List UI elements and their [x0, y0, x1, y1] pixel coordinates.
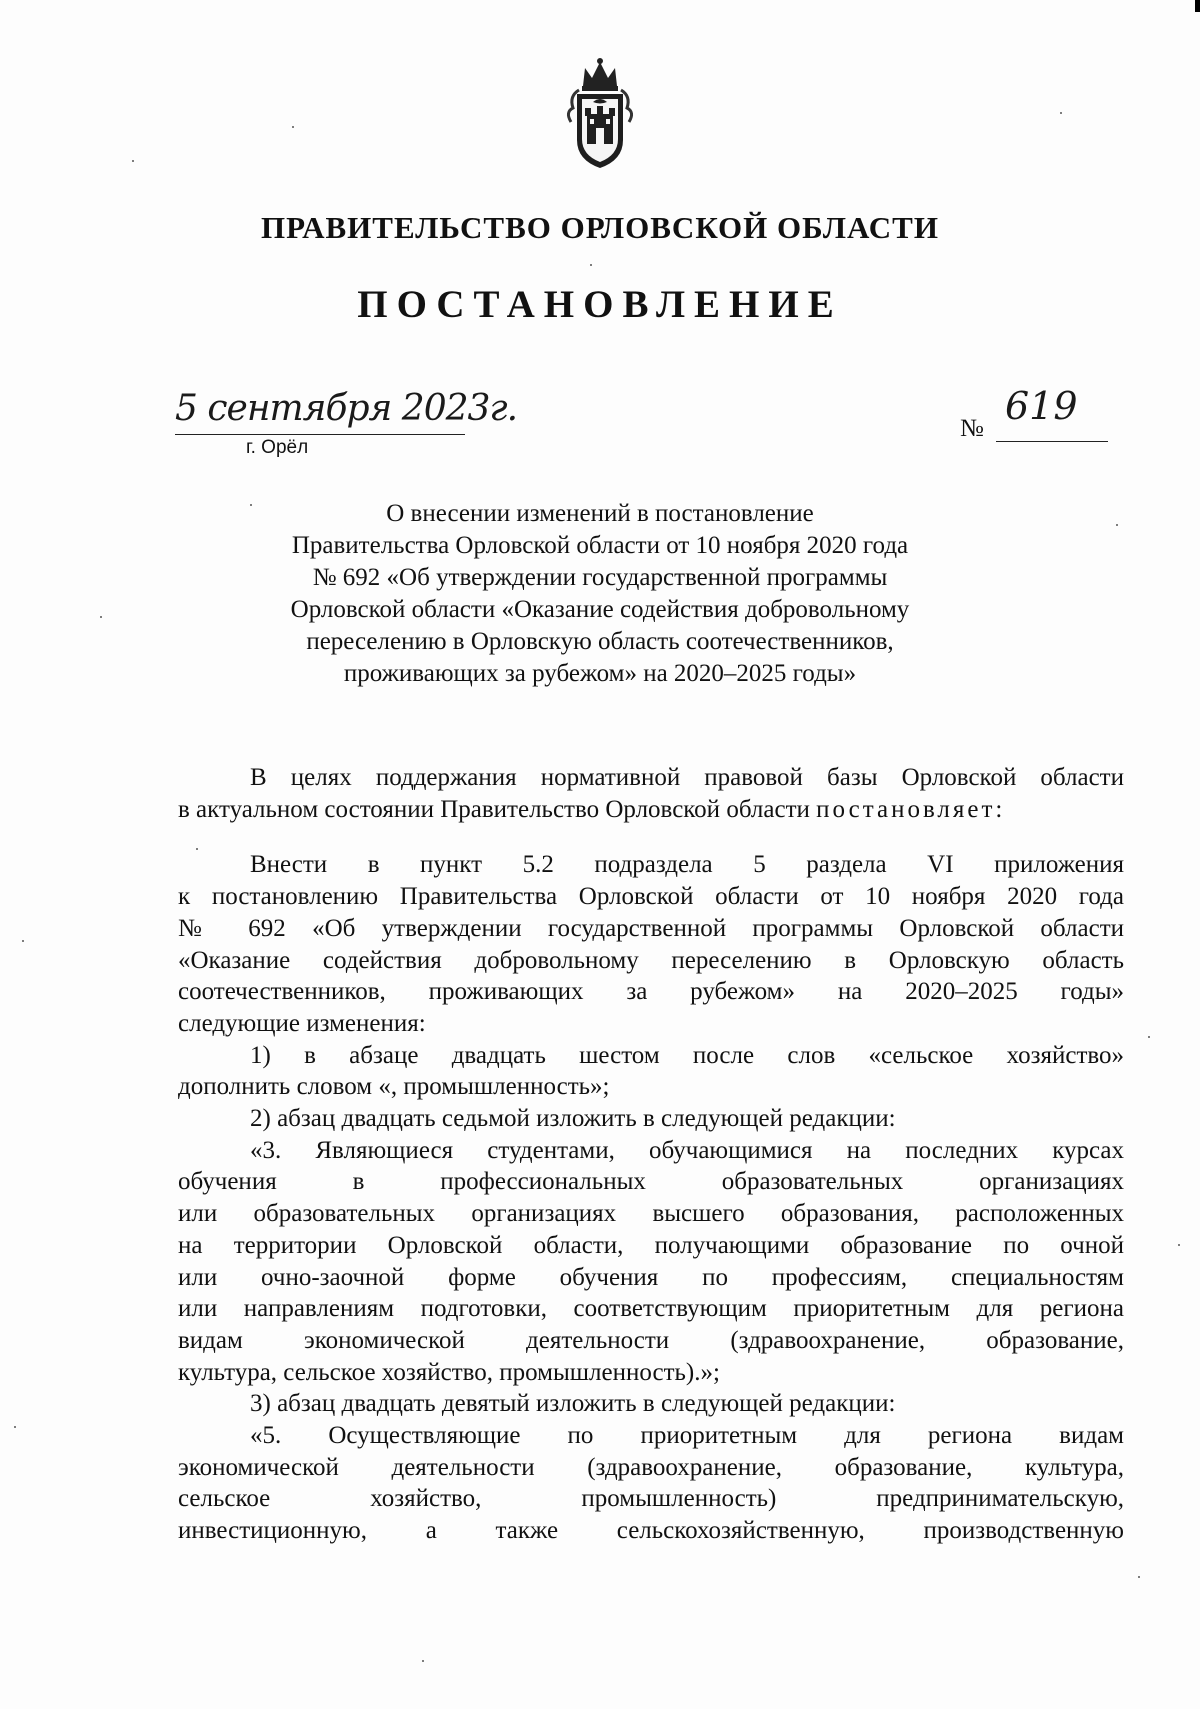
body-line: обучения в профессиональных образовательных организациях: [178, 1168, 1124, 1196]
body-line: 3) абзац двадцать девятый изложить в следующей редакции:: [250, 1390, 896, 1418]
handwritten-document-number: 619: [1005, 384, 1078, 428]
body-line: к постановлению Правительства Орловской области от 10 ноября 2020 года: [178, 883, 1124, 911]
preamble-text: в актуальном состоянии Правительство Орловской области: [178, 795, 810, 823]
body-line: дополнить словом «, промышленность»;: [178, 1073, 610, 1101]
scan-corner-mark: [1195, 0, 1200, 12]
scan-speck: [132, 160, 134, 162]
body-line: или образовательных организациях высшего образования, расположенных: [178, 1200, 1124, 1228]
subject-line: Правительства Орловской области от 10 ноября 2020 года: [291, 532, 909, 559]
body-line: 1) в абзаце двадцать шестом после слов «сельское хозяйство»: [250, 1041, 1124, 1069]
body-line: «Оказание содействия добровольному переселению в Орловскую область: [178, 946, 1124, 974]
scan-speck: [1060, 112, 1062, 114]
document-subject: [0, 498, 1200, 690]
preamble-line: В целях поддержания нормативной правовой базы Орловской области: [250, 764, 1124, 791]
subject-line: проживающих за рубежом» на 2020–2025 годы»: [343, 660, 857, 687]
document-body: [178, 762, 1124, 1547]
body-line: 2) абзац двадцать седьмой изложить в следующей редакции:: [250, 1105, 896, 1133]
organization-name: ПРАВИТЕЛЬСТВО ОРЛОВСКОЙ ОБЛАСТИ: [261, 210, 939, 245]
scan-speck: [100, 616, 102, 618]
body-line: на территории Орловской области, получающими образование по очной: [178, 1231, 1124, 1259]
handwritten-date: 5 сентября 2023г.: [175, 388, 518, 429]
scan-speck: [1178, 1244, 1180, 1246]
number-underline: [996, 441, 1108, 442]
scan-speck: [590, 264, 592, 266]
body-line: следующие изменения:: [178, 1009, 426, 1037]
body-line: сельское хозяйство, промышленность) предпринимательскую,: [178, 1485, 1124, 1513]
coat-of-arms-icon: [555, 56, 645, 177]
body-line: № 692 «Об утверждении государственной программы Орловской области: [178, 914, 1124, 942]
date-underline: [175, 434, 465, 435]
body-line: соотечественников, проживающих за рубежом» на 2020–2025 годы»: [178, 978, 1124, 1006]
body-line: видам экономической деятельности (здравоохранение, образование,: [178, 1326, 1124, 1354]
body-line: культура, сельское хозяйство, промышленность).»;: [178, 1358, 720, 1386]
scan-speck: [250, 504, 252, 506]
body-line: «5. Осуществляющие по приоритетным для региона видам: [250, 1422, 1124, 1450]
scan-speck: [22, 940, 24, 942]
subject-line: О внесении изменений в постановление: [386, 500, 814, 527]
number-label: №: [960, 415, 984, 442]
scan-speck: [14, 1426, 16, 1428]
body-line: или очно-заочной форме обучения по профессиям, специальностям: [178, 1263, 1124, 1291]
subject-line: переселению в Орловскую область соотечественников,: [306, 628, 894, 655]
city-label: г. Орёл: [246, 437, 309, 458]
subject-line: № 692 «Об утверждении государственной программы: [312, 564, 888, 591]
scan-speck: [292, 126, 294, 128]
scan-speck: [1148, 1036, 1150, 1038]
scan-speck: [1116, 524, 1118, 526]
paragraph-gap: [178, 825, 1124, 849]
scan-speck: [196, 848, 198, 850]
body-line: инвестиционную, а также сельскохозяйственную, производственную: [178, 1517, 1124, 1545]
preamble-verb: постановляет:: [816, 795, 1006, 823]
scan-speck: [1138, 1576, 1140, 1578]
body-line: или направлениям подготовки, соответствующим приоритетным для региона: [178, 1295, 1124, 1323]
subject-line: Орловской области «Оказание содействия добровольному: [290, 596, 910, 623]
scan-speck: [422, 1660, 424, 1662]
preamble-line: [178, 794, 1124, 826]
document-type-title: ПОСТАНОВЛЕНИЕ: [357, 283, 843, 326]
body-line: Внести в пункт 5.2 подраздела 5 раздела VI приложения: [250, 851, 1124, 879]
body-line: экономической деятельности (здравоохранение, образование, культура,: [178, 1453, 1124, 1481]
body-line: «3. Являющиеся студентами, обучающимися на последних курсах: [250, 1136, 1124, 1164]
